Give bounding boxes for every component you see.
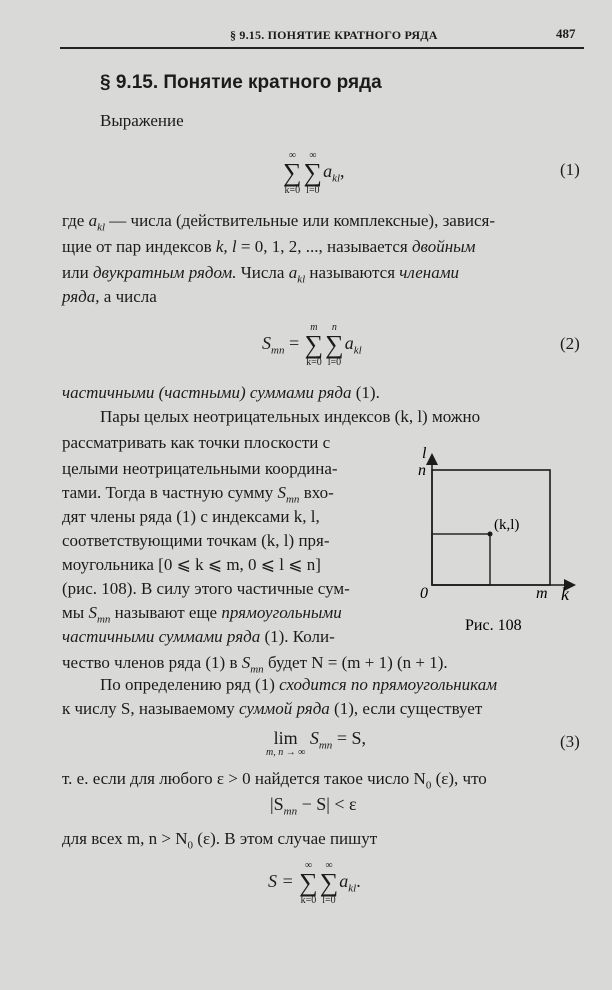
- paragraph-2: частичными (частными) суммами ряда (1).: [62, 383, 380, 402]
- paragraph-3-line-10: частичными суммами ряда (1). Коли-: [62, 627, 335, 646]
- paragraph-3-line-4: тами. Тогда в частную сумму $S_{mn}$ вхо-: [62, 483, 334, 506]
- equation-3-number: (3): [560, 732, 580, 751]
- paragraph-1-line-1: где $a_{kl}$ — числа (действительные или комплексные), завися-: [62, 211, 495, 234]
- equation-2-number: (2): [560, 334, 580, 353]
- paragraph-1-line-2: щие от пар индексов k, l = 0, 1, 2, ..., называется двойным: [62, 237, 476, 256]
- equation-1-number: (1): [560, 160, 580, 179]
- equation-2: $S_{mn}$ = m ∑ k=0 n ∑ l=0 $a_{kl}$: [262, 322, 362, 368]
- figure-108: [410, 440, 590, 640]
- point-k-l: [488, 532, 493, 537]
- paragraph-1-line-3: или двукратным рядом. Числа $a_{kl}$ называются членами: [62, 263, 460, 286]
- paragraph-3-line-6: соответствующими точкам (k, l) пря-: [62, 531, 330, 550]
- paragraph-3-line-8: (рис. 108). В силу этого частичные сум-: [62, 579, 350, 598]
- paragraph-6: для всех m, $n > N_0$ (ε). В этом случае пишут: [62, 829, 378, 852]
- paragraph-5: т. е. если для любого ε > 0 найдется такое число $N_0$ (ε), что: [62, 769, 487, 792]
- label-m: m: [536, 585, 548, 602]
- figure-caption: Рис. 108: [465, 617, 522, 634]
- header-rule: [60, 47, 584, 49]
- sum-symbol-k: m ∑ k=0: [304, 322, 324, 368]
- sum-symbol-l: n ∑ l=0: [325, 322, 344, 368]
- sum-symbol-k: ∞ ∑ k=0: [283, 150, 302, 196]
- paragraph-1-line-4: ряда, а числа: [62, 287, 157, 306]
- section-title: § 9.15. Понятие кратного ряда: [100, 72, 382, 93]
- paragraph-3-line-5: дят члены ряда (1) с индексами k, l,: [62, 507, 320, 526]
- sum-symbol-l: ∞ ∑ l=0: [303, 150, 323, 196]
- paragraph-3-line-9: мы $S_{mn}$ называют еще прямоугольными: [62, 603, 342, 626]
- paragraph-4-line-1: По определению ряд (1) сходится по прямоугольникам: [100, 675, 498, 694]
- equation-4: $|S_{mn} - S| < \varepsilon$: [270, 794, 357, 818]
- rectangle-k-l: [432, 534, 490, 585]
- label-0: 0: [420, 585, 428, 602]
- paragraph-3-line-7: моугольника [0 ⩽ k ⩽ m, 0 ⩽ l ⩽ n]: [62, 555, 321, 574]
- equation-5: S = ∞ ∑ k=0 ∞ ∑ l=0 $a_{kl}$.: [268, 860, 361, 906]
- point-label: (k,l): [494, 517, 520, 533]
- paragraph-3-line-1: Пары целых неотрицательных индексов (k, l) можно: [100, 407, 481, 426]
- running-head: § 9.15. ПОНЯТИЕ КРАТНОГО РЯДА: [230, 28, 438, 42]
- sum-symbol-l: ∞ ∑ l=0: [319, 860, 339, 906]
- paragraph-3-line-3: целыми неотрицательными координа-: [62, 459, 338, 478]
- equation-1: ∞ ∑ k=0 ∞ ∑ l=0 $a_{kl}$,: [283, 150, 345, 196]
- page-number: 487: [556, 26, 576, 41]
- label-l: l: [422, 445, 427, 462]
- paragraph-4-line-2: к числу S, называемому суммой ряда (1), если существует: [62, 699, 483, 718]
- paragraph-3-line-11: чество членов ряда (1) в $S_{mn}$ будет N = (m + 1) (n + 1).: [62, 653, 448, 676]
- label-n: n: [418, 462, 426, 479]
- equation-3: lim m, n → ∞ $S_{mn} = S$,: [266, 728, 366, 758]
- label-k: k: [561, 584, 569, 604]
- rectangle-m-n: [432, 470, 550, 585]
- intro-text: Выражение: [100, 111, 184, 130]
- sum-symbol-k: ∞ ∑ k=0: [299, 860, 318, 906]
- paragraph-3-line-2: рассматривать как точки плоскости с: [62, 433, 331, 452]
- limit-operator: lim m, n → ∞: [266, 728, 306, 758]
